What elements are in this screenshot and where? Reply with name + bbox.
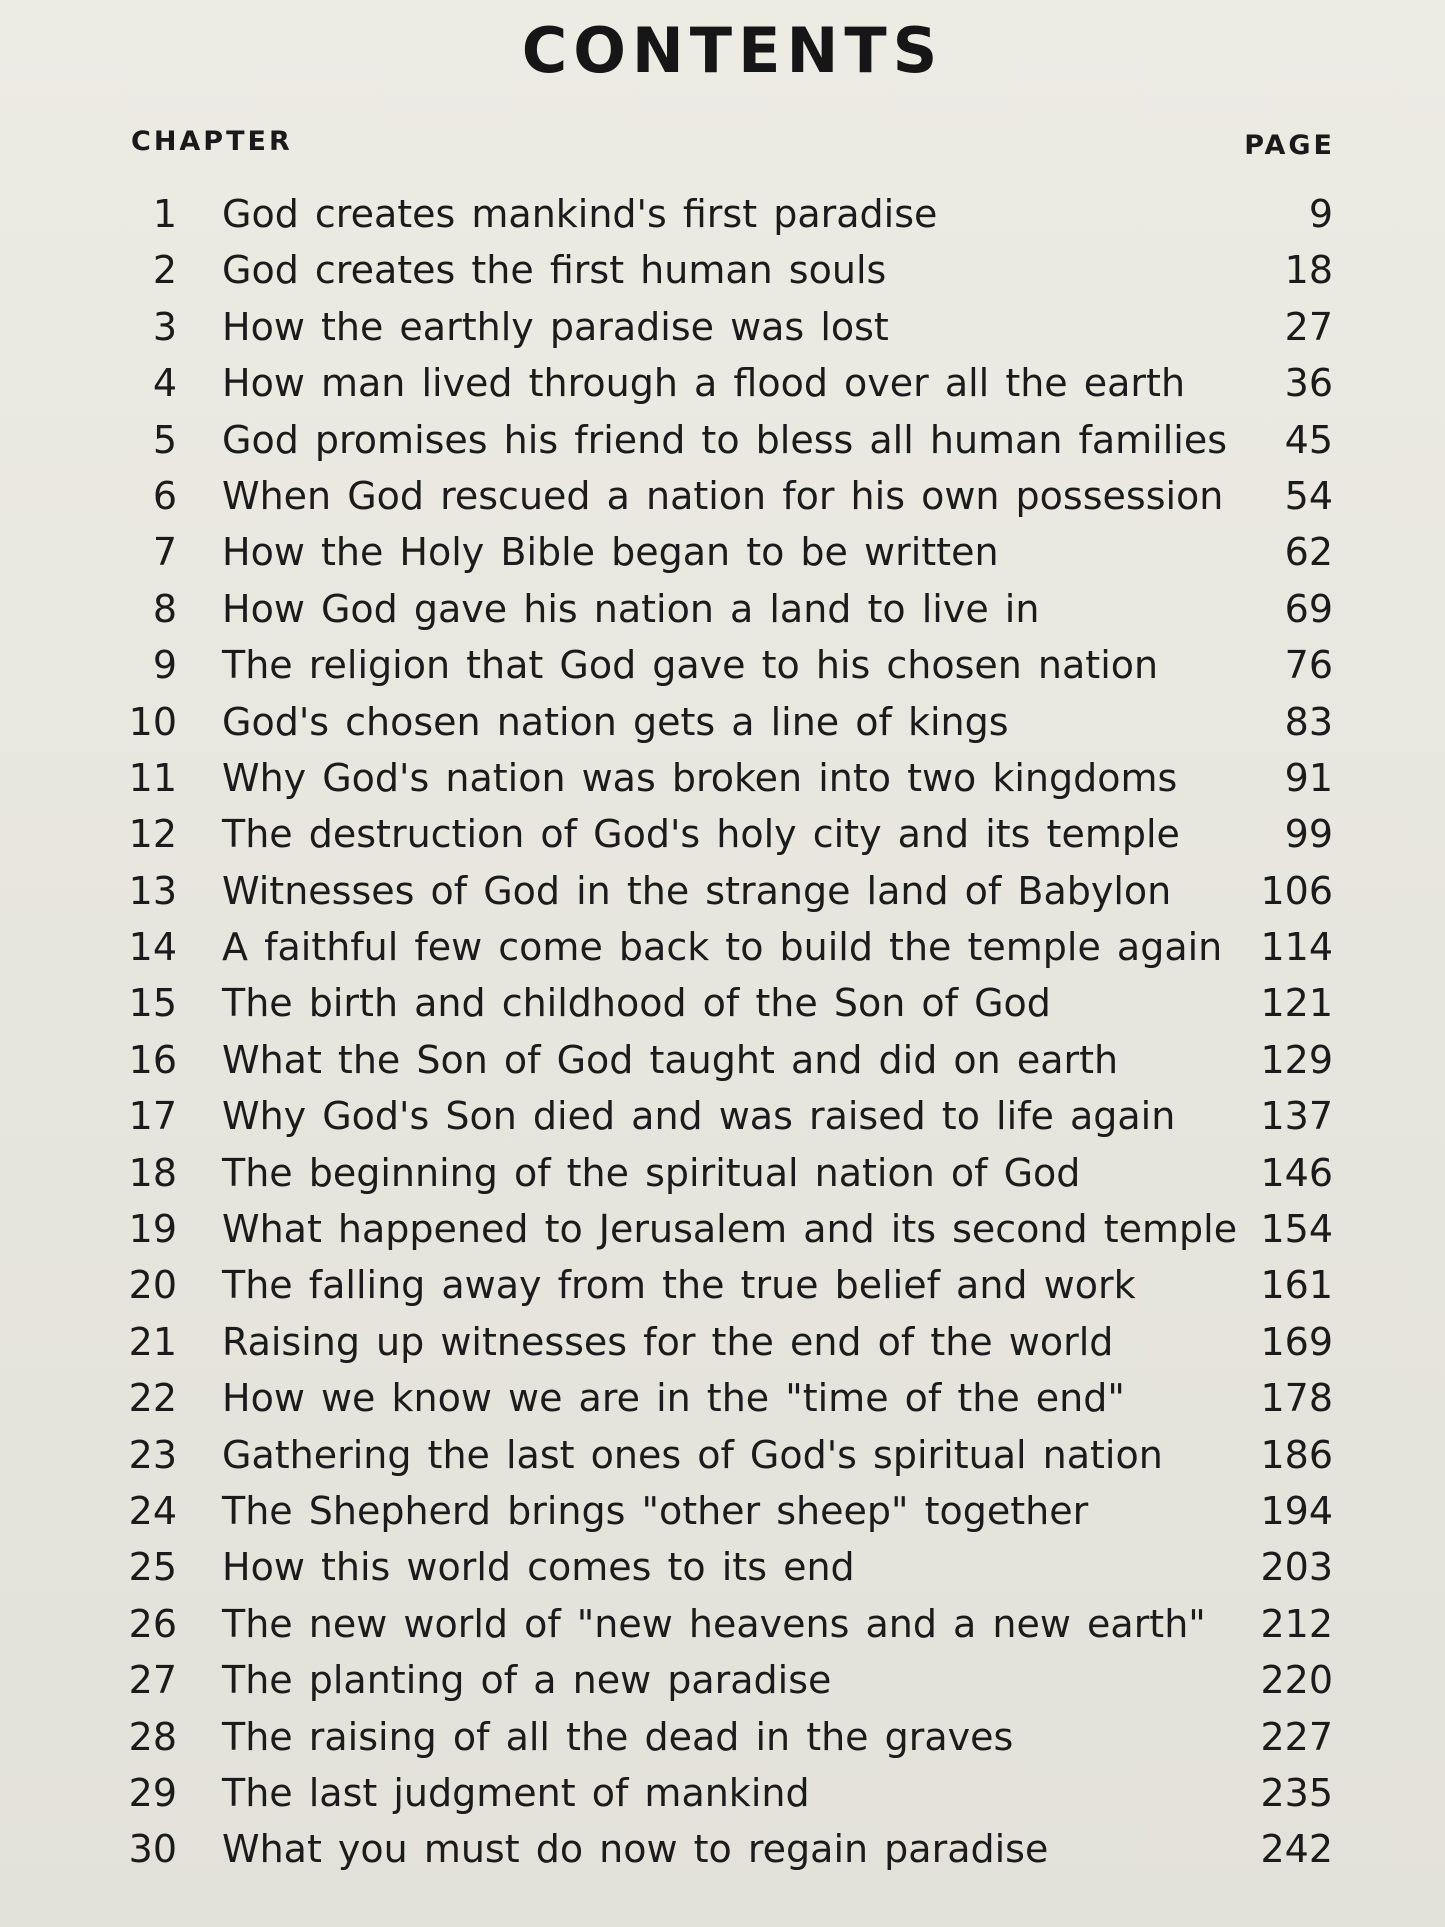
chapter-number: 22 <box>128 1376 177 1421</box>
toc-entry <box>0 1088 1445 1144</box>
chapter-title: Witnesses of God in the strange land of Babylon <box>222 868 1172 913</box>
chapter-title: God creates mankind's first paradise <box>222 192 938 236</box>
chapter-title: God creates the first human souls <box>222 248 887 293</box>
chapter-number: 7 <box>152 530 177 575</box>
page-number: 137 <box>1260 1094 1333 1139</box>
toc-entry <box>0 186 1445 242</box>
chapter-number: 29 <box>128 1770 177 1815</box>
page-number: 220 <box>1260 1658 1333 1703</box>
toc-entry <box>0 1596 1445 1652</box>
chapter-number: 1 <box>152 192 177 236</box>
toc-entry <box>0 1314 1445 1370</box>
toc-entry <box>0 581 1445 637</box>
toc-entry <box>0 637 1445 693</box>
chapter-number: 12 <box>128 812 177 857</box>
page-number: 178 <box>1260 1376 1333 1421</box>
page-number: 146 <box>1260 1150 1333 1195</box>
page-number: 99 <box>1284 812 1333 857</box>
page-number: 169 <box>1260 1319 1333 1364</box>
toc-entry <box>0 919 1445 975</box>
page-number: 186 <box>1260 1432 1333 1477</box>
chapter-number: 4 <box>152 361 177 406</box>
toc-entry <box>0 299 1445 355</box>
page-number: 121 <box>1260 981 1333 1026</box>
toc-entry <box>0 1652 1445 1708</box>
toc-entry <box>0 750 1445 806</box>
chapter-number: 27 <box>128 1658 177 1703</box>
page-number: 161 <box>1260 1263 1333 1308</box>
chapter-title: The new world of "new heavens and a new earth" <box>222 1601 1206 1646</box>
toc-entry <box>0 1370 1445 1426</box>
page-number: 9 <box>1308 192 1333 236</box>
chapter-title: The birth and childhood of the Son of God <box>222 981 1051 1026</box>
chapter-title: The planting of a new paradise <box>222 1658 832 1703</box>
chapter-title: What the Son of God taught and did on earth <box>222 1037 1119 1082</box>
chapter-number: 25 <box>128 1545 177 1590</box>
toc-entry <box>0 863 1445 919</box>
chapter-number: 14 <box>128 925 177 970</box>
chapter-title: How this world comes to its end <box>222 1545 855 1590</box>
chapter-title: Why God's Son died and was raised to life again <box>222 1094 1176 1139</box>
page-number: 27 <box>1284 304 1333 349</box>
chapter-number: 9 <box>152 643 177 688</box>
page-number: 76 <box>1284 643 1333 688</box>
chapter-title: How the Holy Bible began to be written <box>222 530 999 575</box>
toc-entry <box>0 1539 1445 1595</box>
page-number: 62 <box>1284 530 1333 575</box>
chapter-title: How the earthly paradise was lost <box>222 304 889 349</box>
chapter-number: 17 <box>128 1094 177 1139</box>
page-number: 36 <box>1284 361 1333 406</box>
chapter-title: God promises his friend to bless all human families <box>222 417 1228 462</box>
chapter-title: When God rescued a nation for his own possession <box>222 473 1224 518</box>
chapter-number: 6 <box>152 473 177 518</box>
chapter-number: 19 <box>128 1207 177 1252</box>
chapter-number: 20 <box>128 1263 177 1308</box>
page-number: 91 <box>1284 755 1333 800</box>
toc-entry <box>0 1483 1445 1539</box>
chapter-title: Gathering the last ones of God's spiritual nation <box>222 1432 1163 1477</box>
chapter-title: Why God's nation was broken into two kingdoms <box>222 755 1178 800</box>
toc-entry <box>0 1427 1445 1483</box>
chapter-title: How we know we are in the "time of the end" <box>222 1376 1125 1421</box>
chapter-number: 8 <box>152 586 177 631</box>
chapter-number: 26 <box>128 1601 177 1646</box>
chapter-title: The last judgment of mankind <box>222 1770 810 1815</box>
page-number: 242 <box>1260 1827 1333 1872</box>
page-number: 18 <box>1284 248 1333 293</box>
page-number: 129 <box>1260 1037 1333 1082</box>
page-number: 45 <box>1284 417 1333 462</box>
table-of-contents <box>0 186 1445 1878</box>
chapter-number: 15 <box>128 981 177 1026</box>
toc-entry <box>0 975 1445 1031</box>
page-number: 69 <box>1284 586 1333 631</box>
page-number: 212 <box>1260 1601 1333 1646</box>
chapter-number: 10 <box>128 699 177 744</box>
page-number: 203 <box>1260 1545 1333 1590</box>
chapter-number: 18 <box>128 1150 177 1195</box>
chapter-number: 23 <box>128 1432 177 1477</box>
toc-entry <box>0 1145 1445 1201</box>
page-number: 54 <box>1284 473 1333 518</box>
page-title: CONTENTS <box>521 14 944 87</box>
chapter-title: The Shepherd brings "other sheep" together <box>222 1488 1089 1533</box>
chapter-title: Raising up witnesses for the end of the world <box>222 1319 1114 1364</box>
toc-entry <box>0 1709 1445 1765</box>
chapter-title: How God gave his nation a land to live in <box>222 586 1040 631</box>
chapter-number: 24 <box>128 1488 177 1533</box>
page-column-header: PAGE <box>1244 130 1335 161</box>
toc-entry <box>0 1821 1445 1877</box>
chapter-title: What you must do now to regain paradise <box>222 1827 1049 1872</box>
toc-entry <box>0 242 1445 298</box>
toc-entry <box>0 1765 1445 1821</box>
chapter-column-header: CHAPTER <box>131 126 293 157</box>
chapter-title: The destruction of God's holy city and its temple <box>222 812 1180 857</box>
chapter-title: What happened to Jerusalem and its second temple <box>222 1207 1238 1252</box>
chapter-title: How man lived through a flood over all the earth <box>222 361 1186 406</box>
chapter-number: 28 <box>128 1714 177 1759</box>
toc-entry <box>0 1032 1445 1088</box>
page-number: 227 <box>1260 1714 1333 1759</box>
chapter-number: 3 <box>152 304 177 349</box>
chapter-title: A faithful few come back to build the temple again <box>222 925 1223 970</box>
chapter-title: The falling away from the true belief and work <box>222 1263 1136 1308</box>
toc-entry <box>0 1257 1445 1313</box>
toc-entry <box>0 524 1445 580</box>
chapter-title: The beginning of the spiritual nation of God <box>222 1150 1081 1195</box>
chapter-number: 2 <box>152 248 177 293</box>
chapter-number: 16 <box>128 1037 177 1082</box>
chapter-title: The religion that God gave to his chosen nation <box>222 643 1159 688</box>
chapter-number: 30 <box>128 1827 177 1872</box>
toc-entry <box>0 355 1445 411</box>
page-number: 235 <box>1260 1770 1333 1815</box>
chapter-number: 21 <box>128 1319 177 1364</box>
chapter-title: God's chosen nation gets a line of kings <box>222 699 1009 744</box>
page-number: 106 <box>1260 868 1333 913</box>
chapter-title: The raising of all the dead in the graves <box>222 1714 1014 1759</box>
page-number: 114 <box>1260 925 1333 970</box>
toc-entry <box>0 806 1445 862</box>
page-number: 194 <box>1260 1488 1333 1533</box>
page-number: 83 <box>1284 699 1333 744</box>
toc-entry <box>0 412 1445 468</box>
toc-entry <box>0 694 1445 750</box>
toc-entry <box>0 468 1445 524</box>
chapter-number: 11 <box>128 755 177 800</box>
chapter-number: 5 <box>152 417 177 462</box>
toc-entry <box>0 1201 1445 1257</box>
chapter-number: 13 <box>128 868 177 913</box>
page-number: 154 <box>1260 1207 1333 1252</box>
